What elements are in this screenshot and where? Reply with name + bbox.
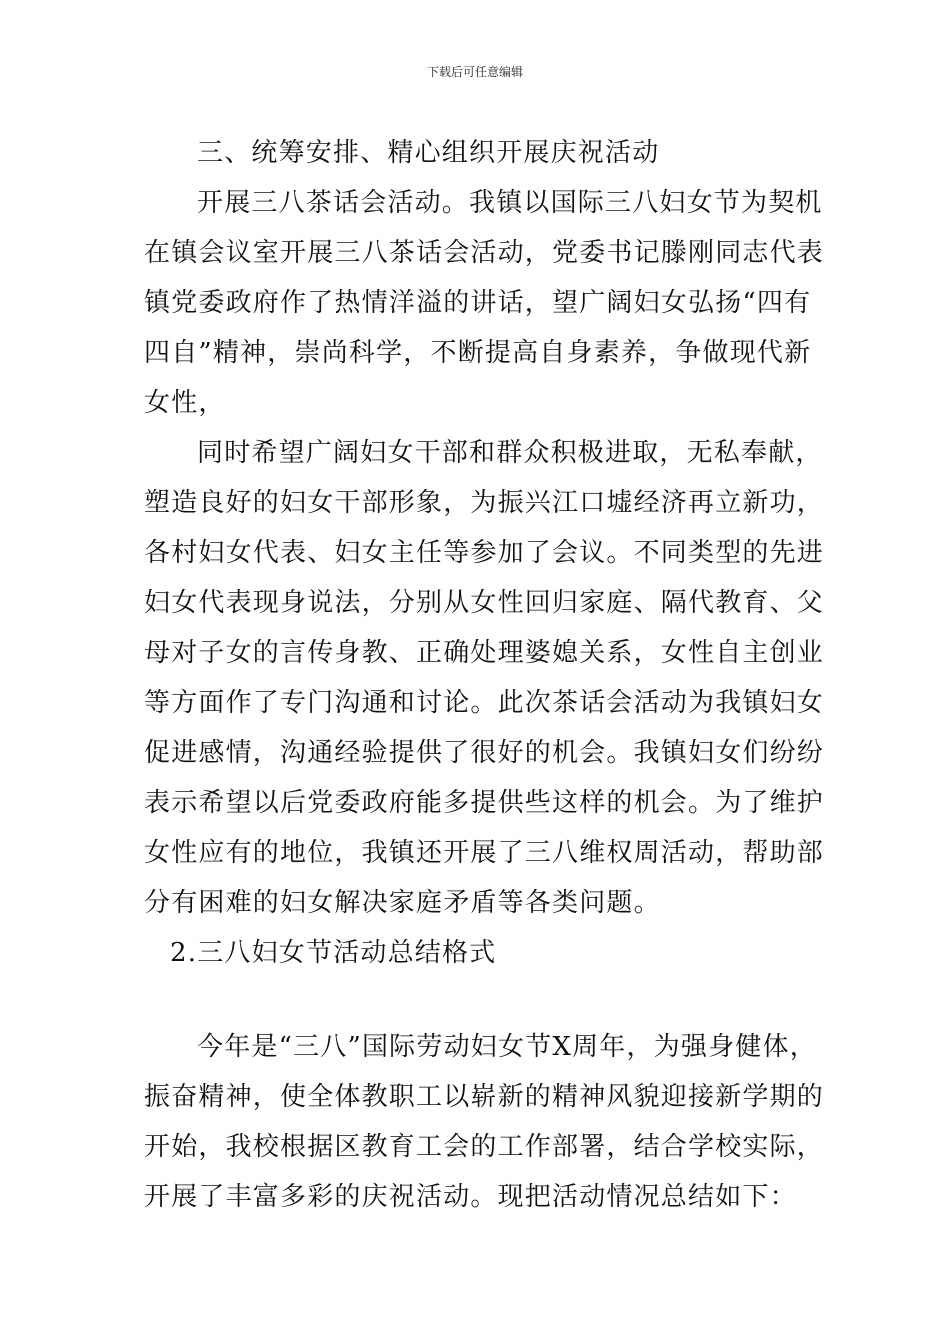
paragraph-line: 同时希望广阔妇女干部和群众积极进取，无私奉献， <box>197 438 823 468</box>
section-heading: 三、统筹安排、精心组织开展庆祝活动 <box>197 138 660 168</box>
document-body <box>144 128 825 1222</box>
paragraph-line: 女性应有的地位，我镇还开展了三八维权周活动，帮助部 <box>144 838 825 868</box>
paragraph-line: 镇党委政府作了热情洋溢的讲话，望广阔妇女弘扬“四有 <box>144 288 812 318</box>
paragraph-line: 四自”精神，崇尚科学，不断提高自身素养，争做现代新 <box>144 338 812 368</box>
paragraph-line: 母对子女的言传身教、正确处理婆媳关系，女性自主创业 <box>144 638 825 668</box>
paragraph-line: 振奋精神，使全体教职工以崭新的精神风貌迎接新学期的 <box>144 1082 825 1112</box>
paragraph-line: 妇女代表现身说法，分别从女性回归家庭、隔代教育、父 <box>144 588 825 618</box>
paragraph-line: 女性， <box>144 388 226 418</box>
paragraph-line: 开始，我校根据区教育工会的工作部署，结合学校实际， <box>144 1132 825 1162</box>
paragraph-line: 各村妇女代表、妇女主任等参加了会议。不同类型的先进 <box>144 538 825 568</box>
blank-space <box>144 978 810 1022</box>
paragraph-line: 分有困难的妇女解决家庭矛盾等各类问题。 <box>144 888 661 918</box>
paragraph-line: 开展了丰富多彩的庆祝活动。现把活动情况总结如下： <box>144 1182 797 1212</box>
page-header: 下载后可任意编辑 <box>426 65 523 79</box>
paragraph-line: 表示希望以后党委政府能多提供些这样的机会。为了维护 <box>144 788 825 818</box>
paragraph-line: 今年是“三八”国际劳动妇女节X周年，为强身健体， <box>197 1032 817 1062</box>
paragraph-line: 塑造良好的妇女干部形象，为振兴江口墟经济再立新功， <box>144 488 825 518</box>
paragraph-line: 等方面作了专门沟通和讨论。此次茶话会活动为我镇妇女 <box>144 688 825 718</box>
section-heading: 2.三八妇女节活动总结格式 <box>170 938 497 968</box>
paragraph-line: 促进感情，沟通经验提供了很好的机会。我镇妇女们纷纷 <box>144 738 825 768</box>
paragraph-line: 开展三八茶话会活动。我镇以国际三八妇女节为契机 <box>197 188 823 218</box>
paragraph-line: 在镇会议室开展三八茶话会活动，党委书记滕刚同志代表 <box>144 238 825 268</box>
